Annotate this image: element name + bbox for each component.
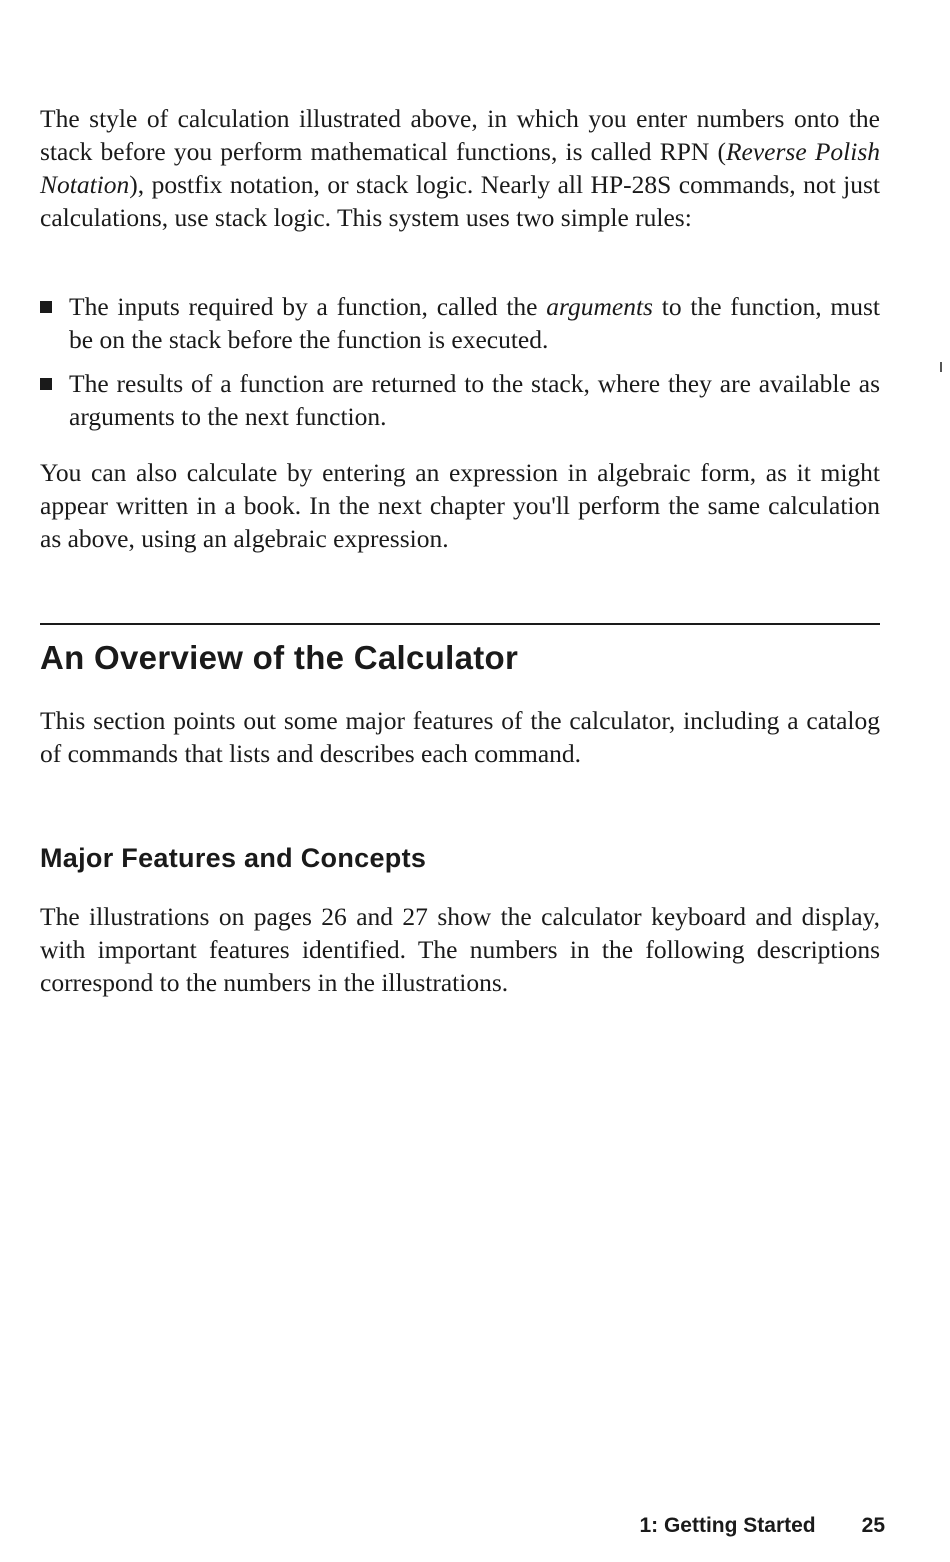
page-footer	[639, 1512, 885, 1540]
square-bullet-icon	[40, 301, 52, 313]
document-page	[40, 0, 885, 1562]
algebraic-paragraph: You can also calculate by entering an expression in algebraic form, as it might appear written in a book. In the next chapter you'll perform the same calculation as above, using an algebraic expression.	[40, 458, 880, 553]
rule-2-text: The results of a function are returned to the stack, where they are available as arguments to the next function.	[69, 369, 880, 431]
rule-1-italic: arguments	[546, 292, 653, 321]
chapter-title: 1: Getting Started	[639, 1514, 816, 1537]
page-number: 25	[861, 1514, 885, 1537]
section-heading: An Overview of the Calculator	[40, 639, 519, 676]
intro-text-part2: ), postfix notation, or stack logic. Nearly all HP-28S commands, not just calculations, use stack logic. This system uses two simple rules:	[40, 170, 880, 232]
margin-mark	[940, 362, 942, 372]
rule-1-after: to the function, must be on the stack before the function is executed.	[69, 292, 880, 354]
square-bullet-icon	[40, 378, 52, 390]
list-item	[40, 367, 880, 433]
intro-text-part1: The style of calculation illustrated above, in which you enter numbers onto the stack before you perform mathematical functions, is called RPN (	[40, 104, 880, 166]
subsection-heading: Major Features and Concepts	[40, 843, 427, 873]
overview-paragraph: This section points out some major features of the calculator, including a catalog of commands that lists and describes each command.	[40, 706, 880, 768]
features-paragraph: The illustrations on pages 26 and 27 show the calculator keyboard and display, with important features identified. The numbers in the following descriptions correspond to the numbers in the illustrations.	[40, 902, 880, 997]
rpn-expansion: Reverse Polish Notation	[40, 137, 880, 199]
list-item	[40, 290, 880, 356]
section-divider	[40, 623, 880, 625]
intro-paragraph	[40, 102, 880, 234]
rules-list	[40, 290, 880, 444]
rule-1-before: The inputs required by a function, called the	[69, 292, 547, 321]
